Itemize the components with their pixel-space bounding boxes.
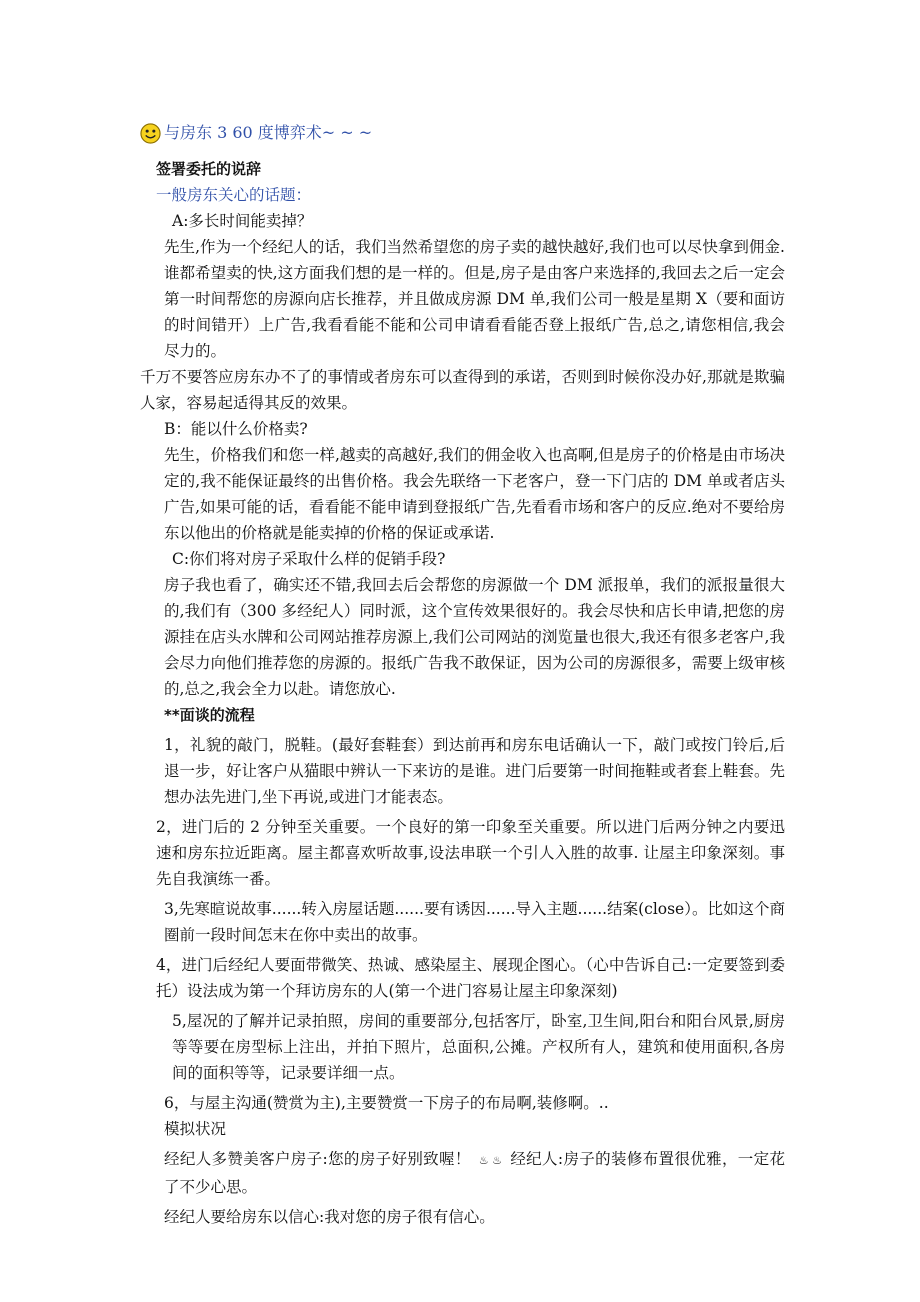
document-body xyxy=(140,118,785,1230)
answer-b-paragraph: 先生，价格我们和您一样,越卖的高越好,我们的佣金收入也高啊,但是房子的价格是由市场决定的,我不能保证最终的出售价格。我会先联络一下老客户，登一下门店的 DM 单或者店头广告,如果可能的话，看看能不能申请到登报纸广告,先看看市场和客户的反应.绝对不要给房东以他出的价格就是能卖掉的价格的保证或承诺. xyxy=(164,446,785,542)
document-title xyxy=(140,118,785,148)
question-b: B：能以什么价格卖? xyxy=(164,420,308,438)
answer-a-paragraph: 先生,作为一个经纪人的话，我们当然希望您的房子卖的越快越好,我们也可以尽快拿到佣金.谁都希望卖的快,这方面我们想的是一样的。但是,房子是由客户来选择的,我回去之后一定会第一时间帮您的房源向店长推荐，并且做成房源 DM 单,我们公司一般是星期 X（要和面访的时间错开）上广告,我看看能不能和公司申请看看能否登上报纸广告,总之,请您相信,我会尽力的。 xyxy=(164,238,785,360)
title-text: 与房东 3 60 度博弈术~ ~ ~ xyxy=(164,123,373,142)
step-2: 2，进门后的 2 分钟至关重要。一个良好的第一印象至关重要。所以进门后两分钟之内要迅速和房东拉近距离。屋主都喜欢听故事,设法串联一个引人入胜的故事. 让屋主印象深刻。事先自我演练一番。 xyxy=(156,818,785,888)
section-heading-sign: 签署委托的说辞 xyxy=(156,160,262,178)
emoticon-icon: ♨ ♨ xyxy=(478,1154,502,1167)
simulation-2: 经纪人要给房东以信心:我对您的房子很有信心。 xyxy=(164,1208,495,1226)
simulation-1 xyxy=(140,1146,785,1200)
answer-a-warning: 千万不要答应房东办不了的事情或者房东可以查得到的承诺，否则到时候你没办好,那就是欺骗人家，容易起适得其反的效果。 xyxy=(140,368,785,412)
simulation-title: 模拟状况 xyxy=(164,1120,227,1138)
step-6: 6，与屋主沟通(赞赏为主),主要赞赏一下房子的布局啊,装修啊。.. xyxy=(164,1094,609,1112)
step-1: 1，礼貌的敲门，脱鞋。(最好套鞋套）到达前再和房东电话确认一下，敲门或按门铃后,后退一步，好让客户从猫眼中辨认一下来访的是谁。进门后要第一时间拖鞋或者套上鞋套。先想办法先进门,坐下再说,或进门才能表态。 xyxy=(164,736,785,806)
simulation-1-praise: 经纪人多赞美客户房子:您的房子好别致喔！ xyxy=(164,1150,471,1168)
question-a: A:多长时间能卖掉？ xyxy=(172,212,313,230)
subheading-topics: 一般房东关心的话题： xyxy=(156,186,312,204)
question-c: C:你们将对房子采取什么样的促销手段? xyxy=(172,550,446,568)
step-4: 4，进门后经纪人要面带微笑、热诚、感染屋主、展现企图心。（心中告诉自己:一定要签到委托）设法成为第一个拜访房东的人(第一个进门容易让屋主印象深刻) xyxy=(156,956,785,1000)
smiley-icon xyxy=(140,123,161,144)
simulation-1-reply: 经纪人:房子的装修布置很优雅，一定花了不少心思。 xyxy=(164,1150,785,1196)
step-3: 3,先寒暄说故事......转入房屋话题......要有诱因......导入主题......结案(close）。比如这个商圈前一段时间怎末在你中卖出的故事。 xyxy=(164,900,785,944)
step-5: 5,屋况的了解并记录拍照，房间的重要部分,包括客厅，卧室,卫生间,阳台和阳台风景,厨房等等要在房型标上注出，并拍下照片，总面积,公摊。产权所有人，建筑和使用面积,各房间的面积等等，记录要详细一点。 xyxy=(172,1012,785,1082)
answer-c-paragraph: 房子我也看了，确实还不错,我回去后会帮您的房源做一个 DM 派报单，我们的派报量很大的,我们有（300 多经纪人）同时派，这个宣传效果很好的。我会尽快和店长申请,把您的房源挂在店头水牌和公司网站推荐房源上,我们公司网站的浏览量也很大,我还有很多老客户,我会尽力向他们推荐您的房源的。报纸广告我不敢保证，因为公司的房源很多，需要上级审核的,总之,我会全力以赴。请您放心. xyxy=(164,576,785,698)
section-heading-interview: **面谈的流程 xyxy=(164,706,255,724)
